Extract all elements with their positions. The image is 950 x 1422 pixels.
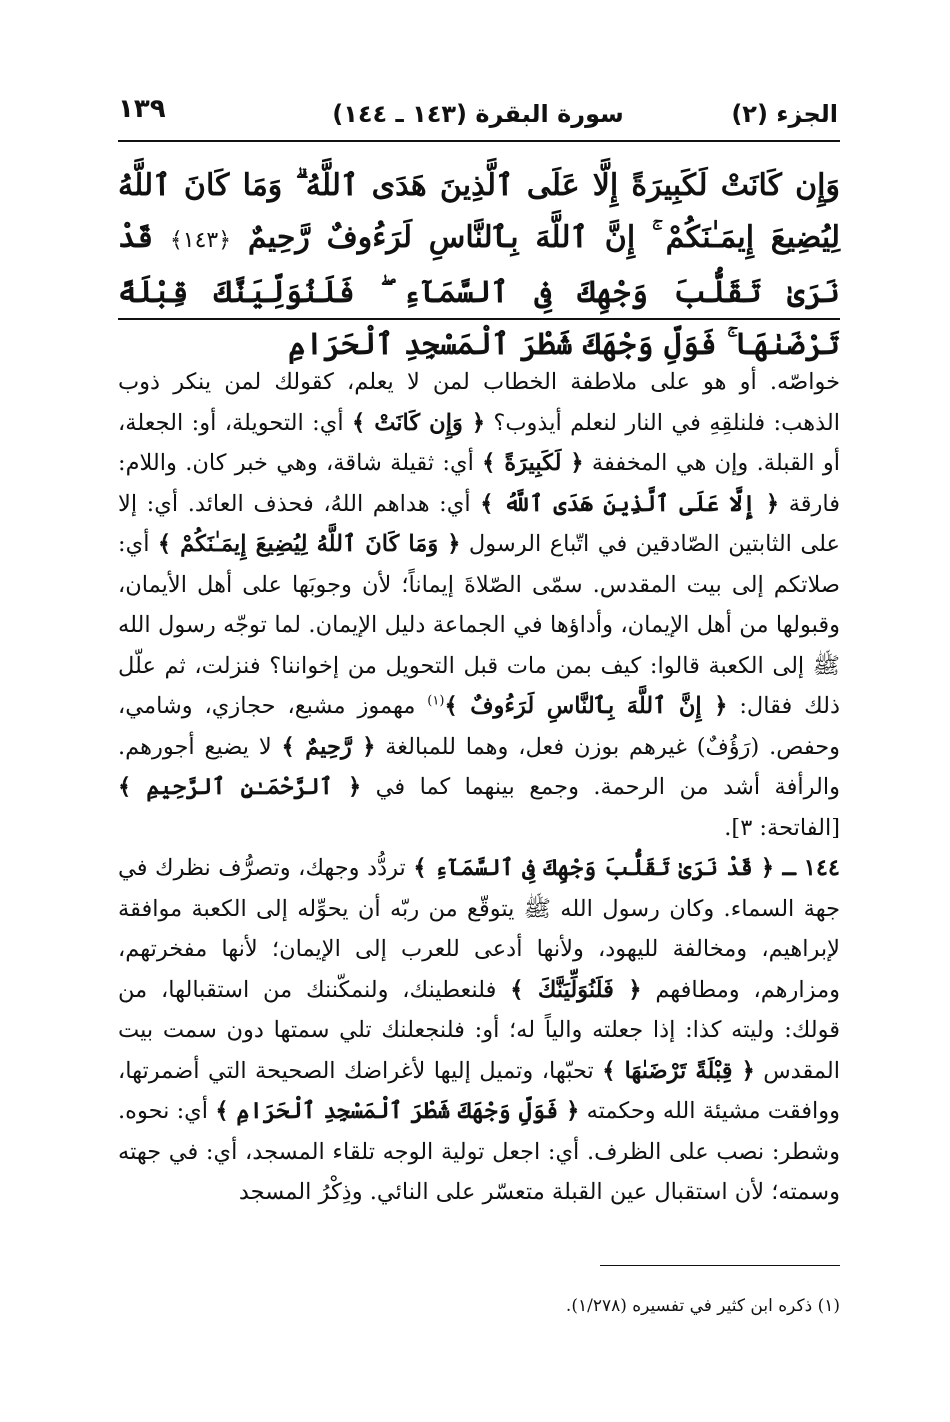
commentary-paragraph-143 [118,362,840,848]
commentary-text: أي: هداهم اللهُ، فحذف العائد. أي: إلا على الثابتين الصّادقين في اتّباع الرسول [118,490,840,557]
quran-quote: ﴿ لَكَبِيرَةً ﴾ [482,450,584,476]
quran-quote: ﴿ فَوَلِّ وَجْهَكَ شَطْرَ ٱلْمَسْجِدِ ٱلْحَرَامِ ﴾ [215,1098,580,1124]
juz-label: الجزء (٢) [731,100,838,128]
commentary-text: أي: ثقيلة شاقة، وهي خبر كان. واللام: فارقة [118,450,840,517]
commentary-text: أي: نحوه. وشطر: نصب على الظرف. أي: اجعل تولية الوجه تلقاء المسجد، أي: في جهته وسمته؛ لأن استقبال عين القبلة متعسّر على النائي. وذِكْرُ المسجد [118,1098,840,1205]
verses-divider [118,318,840,320]
verse-number: ١٤٤ ـ [774,855,840,881]
quran-quote: ﴿ وَمَا كَانَ ٱللَّهُ لِيُضِيعَ إِيمَـٰنَكُمْ ﴾ [157,531,461,557]
commentary-text: مهموز مشبع، حجازي، وشامي، وحفص. (رَؤُفٌ) غيرهم بوزن فعل، وهما للمبالغة [118,693,841,760]
commentary-text: لا يضيع أجورهم. والرأفة أشد من الرحمة. وجمع بينهما كما في [118,733,840,800]
commentary-text: أي: التحويلة، أو: الجعلة، أو القبلة. وإن هي المخففة [118,409,840,476]
header-divider [118,140,840,142]
surah-title: سورة البقرة (١٤٣ ـ ١٤٤) [332,100,624,128]
page-header [118,92,838,136]
footnote: (١) ذكره ابن كثير في تفسيره (١/٢٧٨). [565,1296,840,1316]
quran-quote: ﴿ قِبْلَةً تَرْضَىٰهَا ﴾ [602,1057,755,1084]
quran-quote: ﴿ رَّحِيمٌ ﴾ [281,733,376,760]
quran-verses [118,160,840,371]
verse-144-text: قَدْ نَرَىٰ تَقَلُّبَ وَجْهِكَ فِى ٱلسَّمَآءِ ۖ فَلَنُوَلِّيَنَّكَ قِبْلَةً تَرْضَىٰهَا ۚ فَوَلِّ وَجْهَكَ شَطْرَ ٱلْمَسْجِدِ ٱلْحَرَامِ [118,220,840,362]
quran-quote: ﴿ إِلَّا عَلَى ٱلَّذِينَ هَدَى ٱللَّهُ ﴾ [480,490,780,517]
verse-143-text: وَإِن كَانَتْ لَكَبِيرَةً إِلَّا عَلَى ٱلَّذِينَ هَدَى ٱللَّهُ ۗ وَمَا كَانَ ٱللَّهُ لِيُضِيعَ إِيمَـٰنَكُمْ ۚ إِنَّ ٱللَّهَ بِٱلنَّاسِ لَرَءُوفٌ رَّحِيمٌ [118,168,841,255]
commentary-text: [الفاتحة: ٣]. [724,814,840,841]
commentary-text: تحبّها، وتميل إليها لأغراضك الصحيحة التي أضمرتها، ووافقت مشيئة الله وحكمته [118,1057,840,1124]
commentary-text: تردُّد وجهك، وتصرُّف نظرك في جهة السماء. وكان رسول الله ﷺ يتوقّع من ربّه أن يحوِّله إلى الكعبة موافقة لإبراهيم، ومخالفة لليهود، ولأنها أدعى للعرب إلى الإيمان؛ لأنها مفخرتهم، ومزارهم، ومطافهم [118,855,840,1003]
commentary-paragraph-144 [118,848,840,1213]
commentary-text: فلنعطينك، ولنمكّننك من استقبالها، من قولك: وليته كذا: إذا جعلته والياً له؛ أو: فلنجعلنك تلي سمتها دون سمت بيت المقدس [118,976,840,1084]
footnote-reference[interactable]: (١) [427,693,445,709]
commentary-text: خواصّه. أو هو على ملاطفة الخطاب لمن لا يعلم، كقولك لمن ينكر ذوب الذهب: فلنلقِهِ في النار لنعلم أيذوب؟ [118,369,840,436]
commentary-body [118,362,840,1213]
footnote-divider [600,1265,840,1266]
quran-quote: ﴿ إِنَّ ٱللَّهَ بِٱلنَّاسِ لَرَءُوفٌ ﴾ [444,693,728,719]
ayah-number-marker: ﴿١٤٣﴾ [169,228,232,253]
page-number: ١٣٩ [118,94,166,124]
quran-quote: ﴿ فَلَنُوَلِّيَنَّكَ ﴾ [510,976,642,1003]
quran-quote: ﴿ وَإِن كَانَتْ ﴾ [351,409,486,436]
commentary-text: أي: صلاتكم إلى بيت المقدس. سمّى الصّلاةَ إيماناً؛ لأن وجوبَها على أهل الأيمان، وقبولها من أهل الإيمان، وأداؤها في الجماعة دليل الإيمان. لما توجّه رسول الله ﷺ إلى الكعبة قالوا: كيف بمن مات قبل التحويل من إخواننا؟ فنزلت، ثم علّل ذلك فقال: [118,531,840,719]
quran-quote: ﴿ ٱلرَّحْمَـٰنِ ٱلرَّحِيمِ ﴾ [118,774,362,800]
quran-quote: ﴿ قَدْ نَرَىٰ تَقَلُّبَ وَجْهِكَ فِى ٱلسَّمَآءِ ﴾ [413,855,775,881]
